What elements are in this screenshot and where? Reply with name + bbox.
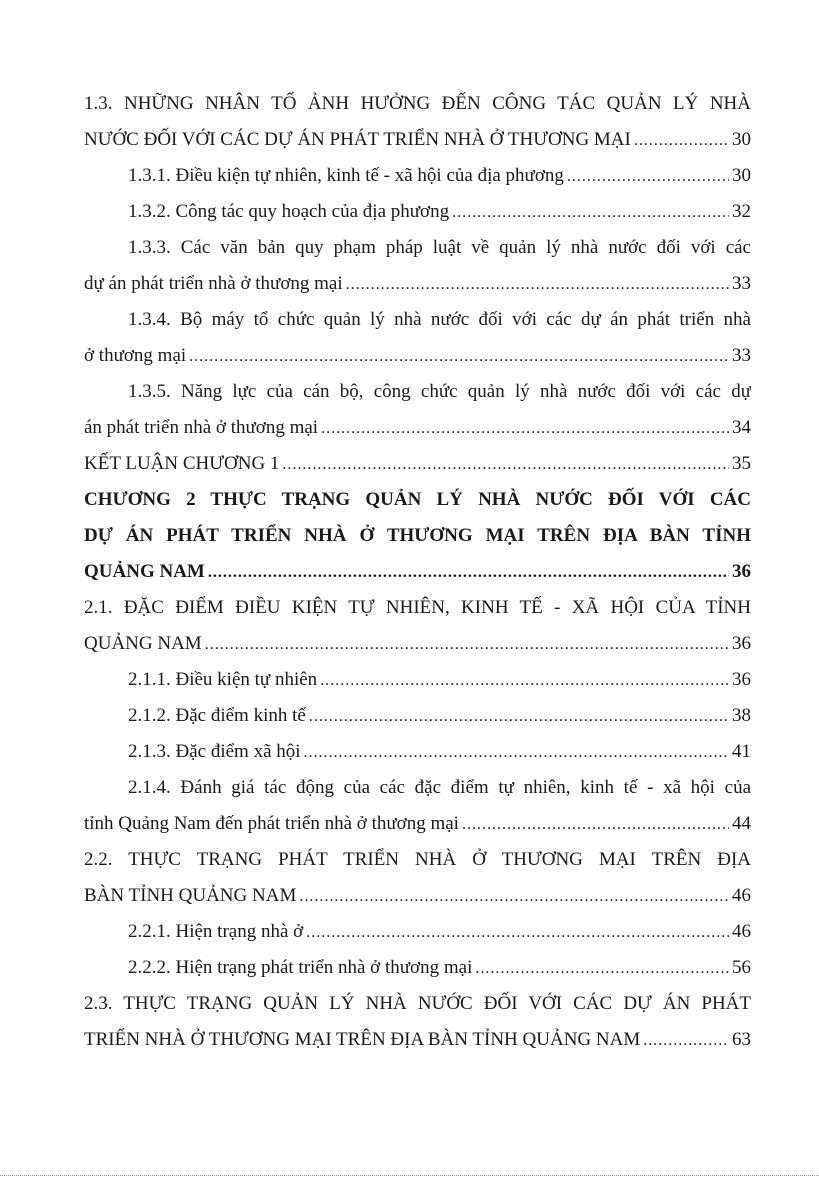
toc-entry-2-2-line1: 2.2. THỰC TRẠNG PHÁT TRIỂN NHÀ Ở THƯƠNG MẠI TRÊN ĐỊA	[84, 849, 751, 870]
toc-entry-title: 2.1.1. Điều kiện tự nhiên	[128, 669, 318, 690]
dot-leader	[306, 915, 729, 950]
dot-leader	[643, 1023, 729, 1058]
toc-page-number: 35	[732, 453, 751, 474]
dot-leader	[475, 951, 729, 986]
table-of-contents	[84, 86, 751, 1058]
toc-entry-2-2-1	[84, 914, 751, 950]
toc-entry-2-2-2	[84, 950, 751, 986]
toc-entry-title: QUẢNG NAM	[84, 561, 205, 582]
toc-entry-title: ở thương mại	[84, 345, 187, 366]
toc-chapter-2-line2: DỰ ÁN PHÁT TRIỂN NHÀ Ở THƯƠNG MẠI TRÊN ĐỊA BÀN TỈNH	[84, 525, 751, 546]
toc-entry-2-1-4-line2	[84, 806, 751, 842]
toc-entry-2-3-line1: 2.3. THỰC TRẠNG QUẢN LÝ NHÀ NƯỚC ĐỐI VỚI CÁC DỰ ÁN PHÁT	[84, 993, 751, 1014]
toc-entry-1-3-line2	[84, 122, 751, 158]
toc-page-number: 44	[732, 813, 751, 834]
dot-leader	[208, 555, 729, 590]
toc-entry-1-3-3-line1: 1.3.3. Các văn bản quy phạm pháp luật về quản lý nhà nước đối với các	[128, 237, 751, 258]
toc-entry-1-3-4-line2	[84, 338, 751, 374]
toc-page-number: 56	[732, 957, 751, 978]
toc-page-number: 63	[732, 1029, 751, 1050]
toc-entry-title: dự án phát triển nhà ở thương mại	[84, 273, 343, 294]
toc-entry-2-3-line2	[84, 1022, 751, 1058]
dot-leader	[452, 195, 729, 230]
dot-leader	[634, 123, 729, 158]
toc-entry-title: KẾT LUẬN CHƯƠNG 1	[84, 453, 280, 474]
toc-entry-1-3-2	[84, 194, 751, 230]
toc-page-number: 36	[732, 633, 751, 654]
toc-entry-1-3-5-line1: 1.3.5. Năng lực của cán bộ, công chức quản lý nhà nước đối với các dự	[128, 381, 751, 402]
toc-entry-title: 2.1.2. Đặc điểm kinh tế	[128, 705, 306, 726]
dot-leader	[346, 267, 729, 302]
toc-entry-title: 2.1.3. Đặc điểm xã hội	[128, 741, 301, 762]
toc-entry-1-3-4-line1: 1.3.4. Bộ máy tổ chức quản lý nhà nước đối với các dự án phát triển nhà	[128, 309, 751, 330]
dot-leader	[299, 879, 729, 914]
toc-page-number: 36	[732, 669, 751, 690]
toc-page-number: 34	[732, 417, 751, 438]
toc-entry-2-2-line2	[84, 878, 751, 914]
toc-page-number: 46	[732, 921, 751, 942]
dot-leader	[304, 735, 729, 770]
toc-entry-2-1-line1: 2.1. ĐẶC ĐIỂM ĐIỀU KIỆN TỰ NHIÊN, KINH TẾ - XÃ HỘI CỦA TỈNH	[84, 597, 751, 618]
toc-entry-1-3-1	[84, 158, 751, 194]
dot-leader	[282, 447, 729, 482]
page-bottom-edge	[0, 1175, 819, 1177]
toc-entry-2-1-line2	[84, 626, 751, 662]
dot-leader	[462, 807, 729, 842]
toc-entry-1-3-line1: 1.3. NHỮNG NHÂN TỐ ẢNH HƯỞNG ĐẾN CÔNG TÁC QUẢN LÝ NHÀ	[84, 93, 751, 114]
toc-entry-title: 1.3.2. Công tác quy hoạch của địa phương	[128, 201, 450, 222]
dot-leader	[320, 663, 729, 698]
toc-entry-title: 1.3.1. Điều kiện tự nhiên, kinh tế - xã hội của địa phương	[128, 165, 564, 186]
toc-page-number: 38	[732, 705, 751, 726]
toc-page-number: 30	[732, 129, 751, 150]
toc-entry-ket-luan-1	[84, 446, 751, 482]
toc-page-number: 33	[732, 273, 751, 294]
toc-page-number: 46	[732, 885, 751, 906]
toc-entry-title: tỉnh Quảng Nam đến phát triển nhà ở thương mại	[84, 813, 459, 834]
toc-page-number: 41	[732, 741, 751, 762]
toc-entry-2-1-1	[84, 662, 751, 698]
toc-entry-title: 2.2.2. Hiện trạng phát triển nhà ở thương mại	[128, 957, 473, 978]
dot-leader	[205, 627, 729, 662]
toc-entry-2-1-4-line1: 2.1.4. Đánh giá tác động của các đặc điểm tự nhiên, kinh tế - xã hội của	[128, 777, 751, 798]
toc-entry-title: NƯỚC ĐỐI VỚI CÁC DỰ ÁN PHÁT TRIỂN NHÀ Ở THƯƠNG MẠI	[84, 129, 631, 150]
toc-chapter-2-line1: CHƯƠNG 2 THỰC TRẠNG QUẢN LÝ NHÀ NƯỚC ĐỐI VỚI CÁC	[84, 489, 751, 510]
toc-chapter-2-line3	[84, 554, 751, 590]
toc-entry-title: QUẢNG NAM	[84, 633, 202, 654]
dot-leader	[321, 411, 729, 446]
dot-leader	[309, 699, 729, 734]
toc-entry-1-3-5-line2	[84, 410, 751, 446]
toc-page-number: 32	[732, 201, 751, 222]
toc-entry-title: án phát triển nhà ở thương mại	[84, 417, 319, 438]
toc-page-number: 30	[732, 165, 751, 186]
dot-leader	[189, 339, 729, 374]
toc-entry-title: BÀN TỈNH QUẢNG NAM	[84, 885, 297, 906]
toc-entry-1-3-3-line2	[84, 266, 751, 302]
toc-entry-2-1-3	[84, 734, 751, 770]
toc-page-number: 36	[732, 561, 751, 582]
toc-entry-title: 2.2.1. Hiện trạng nhà ở	[128, 921, 304, 942]
toc-entry-title: TRIỂN NHÀ Ở THƯƠNG MẠI TRÊN ĐỊA BÀN TỈNH QUẢNG NAM	[84, 1029, 641, 1050]
toc-page-number: 33	[732, 345, 751, 366]
dot-leader	[567, 159, 729, 194]
toc-entry-2-1-2	[84, 698, 751, 734]
